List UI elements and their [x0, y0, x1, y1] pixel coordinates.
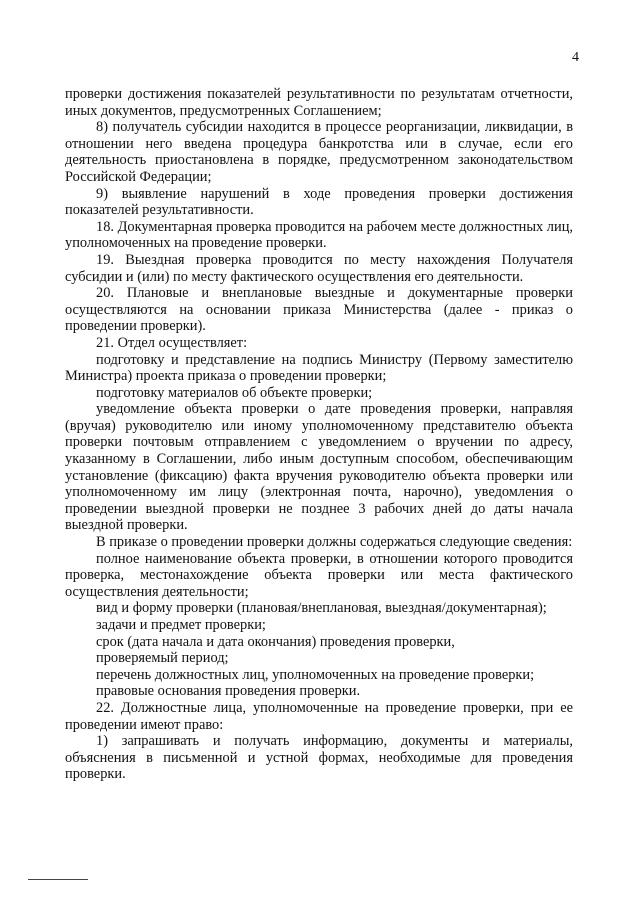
paragraph: 18. Документарная проверка проводится на рабочем месте должностных лиц, уполномоченных на проведение проверки. — [65, 218, 573, 252]
paragraph: перечень должностных лиц, уполномоченных на проведение проверки; — [96, 666, 535, 683]
paragraph: 21. Отдел осуществляет: — [96, 334, 248, 351]
paragraph: 19. Выездная проверка проводится по месту нахождения Получателя субсидии и (или) по месту фактического осуществления его деятельности. — [65, 251, 573, 285]
paragraph: проверяемый период; — [96, 650, 229, 667]
paragraph: В приказе о проведении проверки должны содержаться следующие сведения: — [96, 534, 573, 551]
paragraph: срок (дата начала и дата окончания) проведения проверки, — [96, 633, 455, 650]
paragraph: 20. Плановые и внеплановые выездные и документарные проверки осуществляются на основании приказа Министерства (далее - приказ о проведении проверки). — [65, 285, 573, 335]
document-body — [65, 86, 573, 783]
paragraph: подготовку материалов об объекте проверки; — [96, 384, 373, 401]
paragraph: 9) выявление нарушений в ходе проведения проверки достижения показателей результативности. — [65, 185, 573, 219]
paragraph: 1) запрашивать и получать информацию, документы и материалы, объяснения в письменной и устной формах, необходимые для проведения проверки. — [65, 733, 573, 783]
paragraph: правовые основания проведения проверки. — [96, 683, 361, 700]
paragraph: 22. Должностные лица, уполномоченные на проведение проверки, при ее проведении имеют право: — [65, 699, 573, 733]
paragraph: полное наименование объекта проверки, в отношении которого проводится проверка, местонахождение объекта проверки или места фактического осуществления деятельности; — [65, 550, 573, 600]
paragraph: уведомление объекта проверки о дате проведения проверки, направляя (вручая) руководителю или иному уполномоченному представителю объекта проверки почтовым отправлением с уведомлением о вручении по адресу, указанному в Соглашении, либо иным доступным способом, обеспечивающим установление (фиксацию) факта вручения руководителю объекта проверки или уполномоченному им лицу (электронная почта, нарочно), уведомления о проведении выездной проверки не позднее 3 рабочих дней до даты начала выездной проверки. — [65, 401, 573, 534]
paragraph: проверки достижения показателей результативности по результатам отчетности, иных документов, предусмотренных Соглашением; — [65, 86, 573, 119]
paragraph: 8) получатель субсидии находится в процессе реорганизации, ликвидации, в отношении него введена процедура банкротства или в случае, если его деятельность приостановлена в порядке, предусмотренном законодательством Российской Федерации; — [65, 119, 573, 185]
footnote-divider — [28, 879, 88, 880]
paragraph: задачи и предмет проверки; — [96, 617, 266, 633]
page-number: 4 — [572, 50, 579, 65]
paragraph: подготовку и представление на подпись Министру (Первому заместителю Министра) проекта приказа о проведении проверки; — [65, 351, 573, 385]
paragraph: вид и форму проверки (плановая/внеплановая, выездная/документарная); — [96, 600, 547, 617]
